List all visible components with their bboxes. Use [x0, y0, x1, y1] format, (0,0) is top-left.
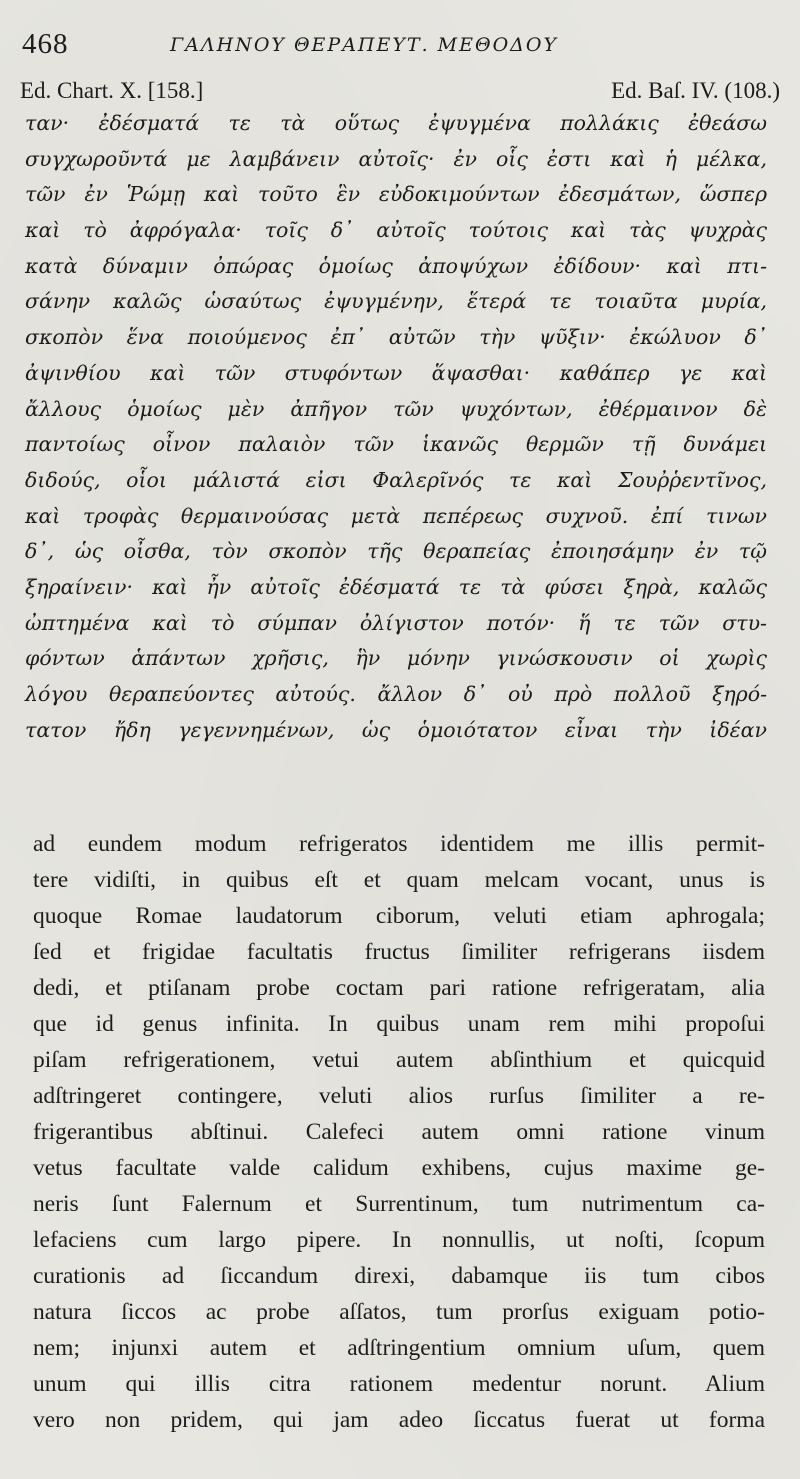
- latin-text-line: unum qui illis citra rationem medentur norunt. Alium: [33, 1371, 765, 1397]
- latin-text-line: lefaciens cum largo pipere. In nonnullis, ut noſti, ſcopum: [33, 1227, 765, 1253]
- latin-text-line: vero non pridem, qui jam adeo ſiccatus fuerat ut forma: [33, 1407, 765, 1433]
- latin-text-block: [33, 826, 765, 1438]
- greek-text-line: ἀψινθίου καὶ τῶν στυφόντων ἅψασθαι· καθάπερ γε καὶ: [25, 360, 767, 385]
- latin-text-line: adſtringeret contingere, veluti alios rurſus ſimiliter a re-: [33, 1083, 765, 1109]
- latin-text-line: neris ſunt Falernum et Surrentinum, tum nutrimentum ca-: [33, 1191, 765, 1217]
- greek-text-line: διδούς, οἷοι μάλιστά εἰσι Φαλερῖνός τε καὶ Σουῤῥεντῖνος,: [25, 467, 767, 492]
- greek-text-line: φόντων ἁπάντων χρῆσις, ἣν μόνην γινώσκουσιν οἱ χωρὶς: [25, 646, 767, 671]
- latin-text-line: tere vidiſti, in quibus eſt et quam melcam vocant, unus is: [33, 867, 765, 893]
- greek-text-line: τῶν ἐν Ῥώμῃ καὶ τοῦτο ἓν εὐδοκιμούντων ἐδεσμάτων, ὥσπερ: [25, 182, 767, 207]
- greek-text-line: ταν· ἐδέσματά τε τὰ οὕτως ἐψυγμένα πολλάκις ἐθεάσω: [25, 111, 767, 135]
- greek-text-block: [25, 106, 767, 748]
- greek-text-line: κατὰ δύναμιν ὀπώρας ὁμοίως ἀποψύχων ἐδίδουν· καὶ πτι-: [25, 253, 767, 278]
- greek-text-line: σάνην καλῶς ὡσαύτως ἐψυγμένην, ἕτερά τε τοιαῦτα μυρία,: [25, 289, 767, 314]
- latin-text-line: ad eundem modum refrigeratos identidem me illis permit-: [33, 831, 765, 857]
- latin-text-line: frigerantibus abſtinui. Calefeci autem omni ratione vinum: [33, 1119, 765, 1145]
- greek-text-line: ὠπτημένα καὶ τὸ σύμπαν ὀλίγιστον ποτόν· ἥ τε τῶν στυ-: [25, 610, 767, 635]
- latin-text-line: quoque Romae laudatorum ciborum, veluti etiam aphrogala;: [33, 903, 765, 929]
- greek-text-line: ξηραίνειν· καὶ ἦν αὐτοῖς ἐδέσματά τε τὰ φύσει ξηρὰ, καλῶς: [25, 574, 767, 599]
- running-title: ΓΑΛΗΝΟΥ ΘΕΡΑΠΕΥΤ. ΜΕΘΟΔΟΥ: [170, 34, 558, 56]
- latin-text-line: que id genus infinita. In quibus unam rem mihi propoſui: [33, 1011, 765, 1037]
- edition-reference-basel: Ed. Baſ. IV. (108.): [611, 78, 780, 103]
- greek-text-line: καὶ τὸ ἀφρόγαλα· τοῖς δ᾽ αὐτοῖς τούτοις καὶ τὰς ψυχρὰς: [25, 218, 767, 243]
- greek-text-line: συγχωροῦντά με λαμβάνειν αὐτοῖς· ἐν οἷς ἐστι καὶ ἡ μέλκα,: [25, 146, 767, 171]
- greek-text-line: παντοίως οἶνον παλαιὸν τῶν ἱκανῶς θερμῶν τῇ δυνάμει: [25, 432, 767, 457]
- latin-text-line: piſam refrigerationem, vetui autem abſinthium et quicquid: [33, 1047, 765, 1073]
- edition-references: [20, 78, 780, 108]
- latin-text-line: curationis ad ſiccandum direxi, dabamque iis tum cibos: [33, 1263, 765, 1289]
- greek-text-line: τατον ἤδη γεγεννημένων, ὡς ὁμοιότατον εἶναι τὴν ἰδέαν: [25, 717, 767, 742]
- greek-text-line: ἄλλους ὁμοίως μὲν ἀπῆγον τῶν ψυχόντων, ἐθέρμαινον δὲ: [25, 396, 767, 421]
- latin-text-line: dedi, et ptiſanam probe coctam pari ratione refrigeratam, alia: [33, 975, 765, 1001]
- latin-text-line: vetus facultate valde calidum exhibens, cujus maxime ge-: [33, 1155, 765, 1181]
- greek-text-line: λόγου θεραπεύοντες αὐτούς. ἄλλον δ᾽ οὐ πρὸ πολλοῦ ξηρό-: [25, 682, 767, 706]
- latin-text-line: nem; injunxi autem et adſtringentium omnium uſum, quem: [33, 1335, 765, 1361]
- greek-text-line: δ᾽, ὡς οἶσθα, τὸν σκοπὸν τῆς θεραπείας ἐποιησάμην ἐν τῷ: [25, 539, 767, 564]
- greek-text-line: σκοπὸν ἕνα ποιούμενος ἐπ᾽ αὐτῶν τὴν ψῦξιν· ἐκώλυον δ᾽: [25, 325, 767, 350]
- page-header: [22, 28, 782, 68]
- greek-text-line: καὶ τροφὰς θερμαινούσας μετὰ πεπέρεως συχνοῦ. ἐπί τινων: [25, 503, 767, 528]
- latin-text-line: ſed et frigidae facultatis fructus ſimiliter refrigerans iisdem: [33, 939, 765, 965]
- latin-text-line: natura ſiccos ac probe aſſatos, tum prorſus exiguam potio-: [33, 1299, 765, 1325]
- edition-reference-chartier: Ed. Chart. X. [158.]: [20, 78, 204, 103]
- page-number: 468: [22, 28, 69, 60]
